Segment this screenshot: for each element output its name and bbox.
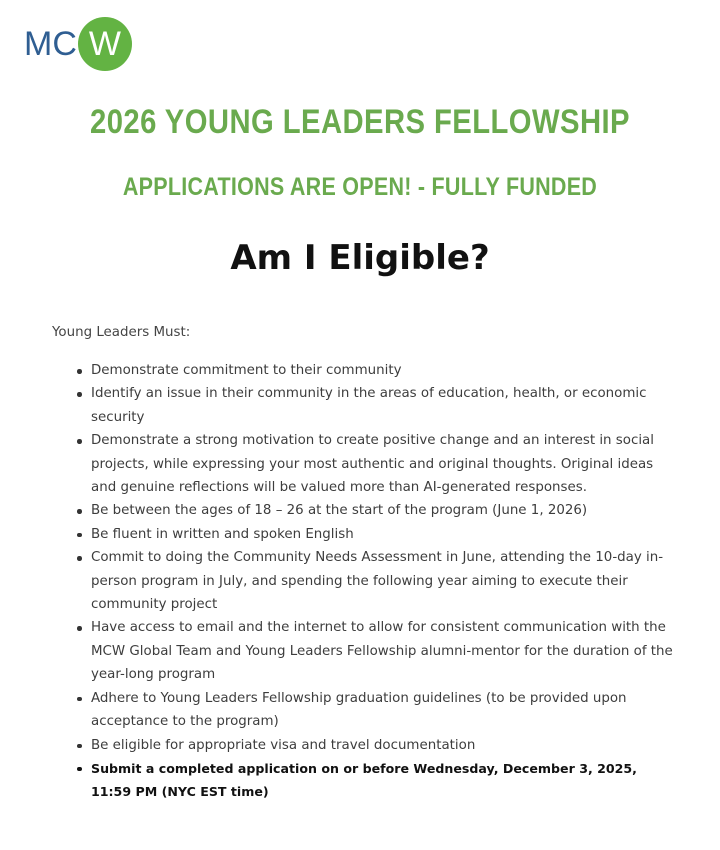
deadline-item: Submit a completed application on or before Wednesday, December 3, 2025, 11:59 PM (NYC EST time): [76, 757, 676, 804]
eligibility-list: [76, 359, 676, 804]
list-item: Have access to email and the internet to allow for consistent communication with the MCW Global Team and Young Leaders Fellowship alumni-mentor for the duration of the year-long program: [76, 616, 676, 686]
list-item: Demonstrate a strong motivation to create positive change and an interest in social projects, while expressing your most authentic and original thoughts. Original ideas and genuine reflections will be valued more than AI-generated responses.: [76, 429, 676, 499]
section-heading: Am I Eligible?: [230, 238, 490, 278]
list-item: Adhere to Young Leaders Fellowship graduation guidelines (to be provided upon acceptance to the program): [76, 687, 676, 734]
page-title: 2026 YOUNG LEADERS FELLOWSHIP: [90, 103, 630, 141]
list-item: Be fluent in written and spoken English: [76, 523, 676, 546]
page-subtitle: APPLICATIONS ARE OPEN! - FULLY FUNDED: [122, 173, 598, 201]
list-item: Be between the ages of 18 – 26 at the start of the program (June 1, 2026): [76, 499, 676, 522]
logo-circle: W: [78, 17, 132, 71]
list-item: Identify an issue in their community in the areas of education, health, or economic security: [76, 382, 676, 429]
logo-letters: MC: [24, 25, 77, 63]
list-item: Commit to doing the Community Needs Assessment in June, attending the 10-day in-person program in July, and spending the following year aiming to execute their community project: [76, 546, 676, 616]
list-item: Demonstrate commitment to their community: [76, 359, 676, 382]
mcw-logo: [24, 16, 132, 72]
list-item: Be eligible for appropriate visa and travel documentation: [76, 734, 676, 757]
intro-text: Young Leaders Must:: [52, 325, 191, 340]
